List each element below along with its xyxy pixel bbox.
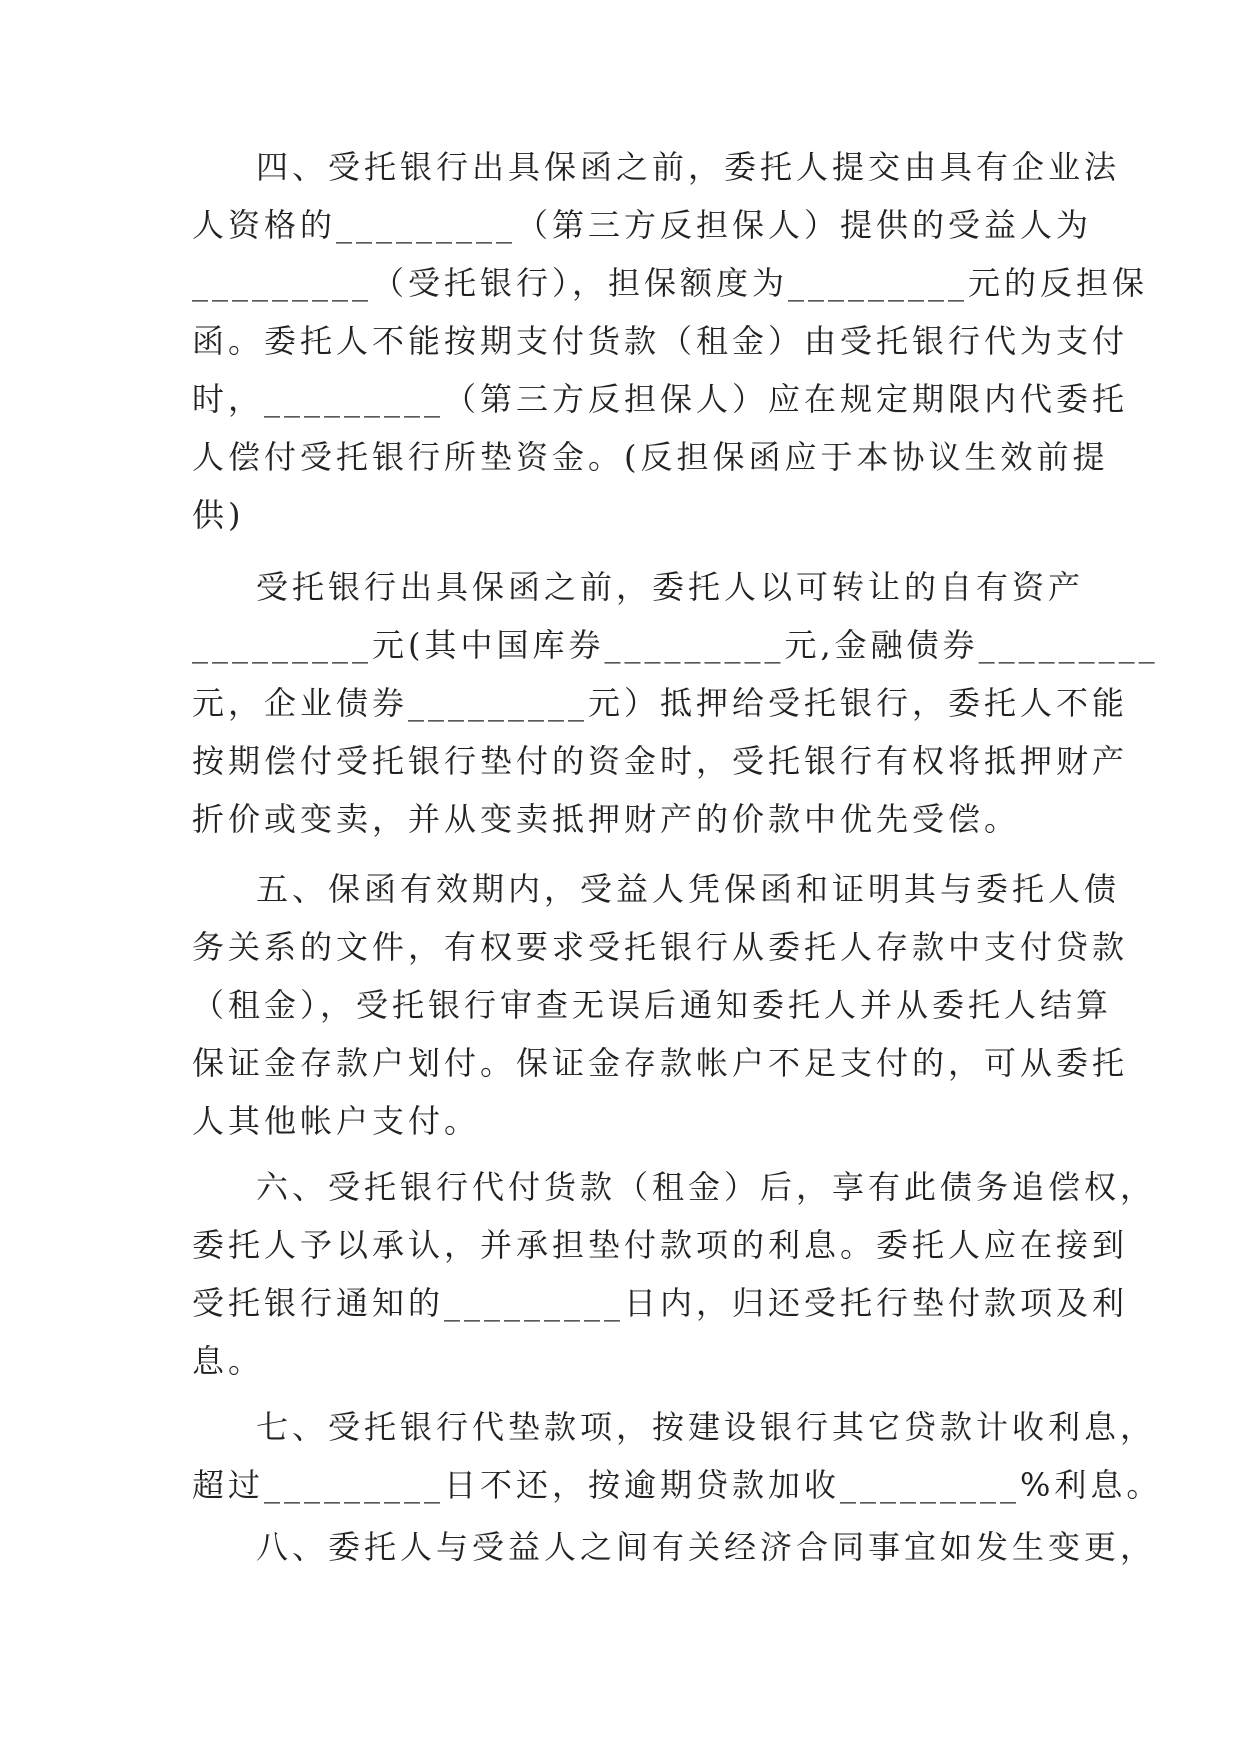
text-line: 息。	[192, 1342, 265, 1380]
text-line: 受托银行出具保函之前，委托人以可转让的自有资产	[256, 568, 1085, 606]
text-line: （租金），受托银行审查无误后通知委托人并从委托人结算	[192, 986, 1113, 1024]
text-line: 受托银行通知的_________日内，归还受托行垫付款项及利	[192, 1284, 1129, 1322]
text-line: 人资格的_________（第三方反担保人）提供的受益人为	[192, 206, 1093, 244]
clause-7-paragraph	[192, 1398, 1163, 1514]
text-line: 六、受托银行代付货款（租金）后，享有此债务追偿权，	[256, 1168, 1157, 1206]
clause-5-paragraph	[192, 860, 1129, 1150]
text-line: 务关系的文件，有权要求受托银行从委托人存款中支付贷款	[192, 928, 1129, 966]
clause-8-paragraph	[192, 1518, 1157, 1576]
text-line: 七、受托银行代垫款项，按建设银行其它贷款计收利息，	[256, 1408, 1157, 1446]
text-line: 时，_________（第三方反担保人）应在规定期限内代委托	[192, 380, 1129, 418]
clause-6-paragraph	[192, 1158, 1157, 1390]
text-line: 按期偿付受托银行垫付的资金时，受托银行有权将抵押财产	[192, 742, 1129, 780]
text-line: 供)	[192, 496, 245, 534]
text-line: _________（受托银行），担保额度为_________元的反担保	[192, 264, 1149, 302]
text-line: 元，企业债券_________元）抵押给受托银行，委托人不能	[192, 684, 1129, 722]
text-line: 折价或变卖，并从变卖抵押财产的价款中优先受偿。	[192, 800, 1021, 838]
text-line: 超过_________日不还，按逾期贷款加收_________%利息。	[192, 1466, 1163, 1504]
text-line: 保证金存款户划付。保证金存款帐户不足支付的，可从委托	[192, 1044, 1129, 1082]
text-line: 委托人予以承认，并承担垫付款项的利息。委托人应在接到	[192, 1226, 1129, 1264]
text-line: 人偿付受托银行所垫资金。(反担保函应于本协议生效前提	[192, 438, 1109, 476]
text-line: 八、委托人与受益人之间有关经济合同事宜如发生变更，	[256, 1528, 1157, 1566]
text-line: 五、保函有效期内，受益人凭保函和证明其与委托人债	[256, 870, 1121, 908]
text-line: _________元(其中国库券_________元,金融债券_________	[192, 626, 1159, 664]
text-line: 人其他帐户支付。	[192, 1102, 481, 1140]
clause-4-collateral-paragraph	[192, 558, 1159, 848]
text-line: 四、受托银行出具保函之前，委托人提交由具有企业法	[256, 148, 1121, 186]
clause-4-paragraph	[192, 138, 1149, 544]
text-line: 函。委托人不能按期支付货款（租金）由受托银行代为支付	[192, 322, 1129, 360]
